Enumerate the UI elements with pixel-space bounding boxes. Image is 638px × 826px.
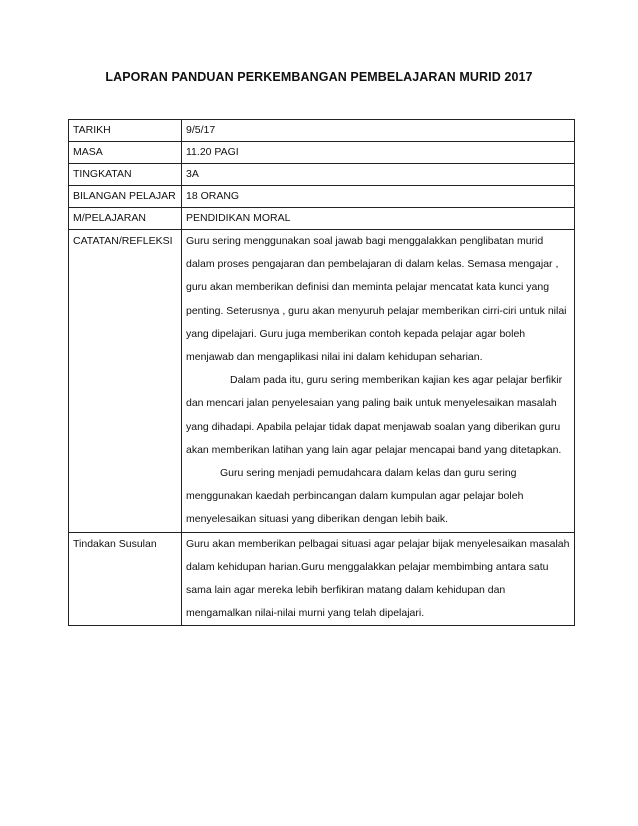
table-row-masa — [69, 142, 575, 164]
row-label — [69, 230, 182, 533]
row-value: 3A — [182, 164, 575, 186]
row-value: 18 ORANG — [182, 186, 575, 208]
row-value: 9/5/17 — [182, 120, 575, 142]
catatan-paragraph-3: Guru sering menjadi pemudahcara dalam kelas dan guru sering menggunakan kaedah perbincangan dalam kumpulan agar pelajar boleh menyelesaikan situasi yang diberikan dengan lebih baik. — [186, 467, 524, 526]
page-title: LAPORAN PANDUAN PERKEMBANGAN PEMBELAJARAN MURID 2017 — [105, 70, 533, 84]
tindakan-text — [182, 532, 575, 626]
table-row-catatan-refleksi — [69, 230, 575, 533]
row-label — [69, 532, 182, 626]
table-row-tingkatan — [69, 164, 575, 186]
table-row-tindakan-susulan — [69, 532, 575, 626]
catatan-paragraph-1: Guru sering menggunakan soal jawab bagi menggalakkan penglibatan murid dalam proses pengajaran dan pembelajaran di dalam kelas. Semasa mengajar , guru akan memberikan definisi dan meminta pelajar mencatat kata kunci yang penting. Seterusnya , guru akan menyuruh pelajar memberikan cirri-ciri untuk nilai yang dipelajari. Guru juga memberikan contoh kepada pelajar agar boleh menjawab dan mengaplikasi nilai ini dalam kehidupan seharian. — [186, 235, 567, 364]
report-table — [68, 119, 575, 626]
catatan-paragraph-2: Dalam pada itu, guru sering memberikan kajian kes agar pelajar berfikir dan mencari jalan penyelesaian yang paling baik untuk menyelesaikan masalah yang dihadapi. Apabila pelajar tidak dapat menjawab soalan yang diberikan guru akan memberikan latihan yang lain agar pelajar mencapai band yang ditetapkan. — [186, 374, 563, 456]
table-row-bilangan-pelajar — [69, 186, 575, 208]
row-label: M/PELAJARAN — [69, 208, 182, 230]
row-label: TINGKATAN — [69, 164, 182, 186]
row-value: 11.20 PAGI — [182, 142, 575, 164]
table-row-mata-pelajaran — [69, 208, 575, 230]
row-label: MASA — [69, 142, 182, 164]
row-label: TARIKH — [69, 120, 182, 142]
catatan-label: CATATAN/REFLEKSI — [73, 235, 173, 247]
tindakan-paragraph: Guru akan memberikan pelbagai situasi agar pelajar bijak menyelesaikan masalah dalam kehidupan harian.Guru menggalakkan pelajar membimbing antara satu sama lain agar mereka lebih berfikiran matang dalam kehidupan dan mengamalkan nilai-nilai murni yang telah dipelajari. — [186, 537, 570, 620]
row-label: BILANGAN PELAJAR — [69, 186, 182, 208]
catatan-text — [182, 230, 575, 533]
row-value: PENDIDIKAN MORAL — [182, 208, 575, 230]
table-row-tarikh — [69, 120, 575, 142]
tindakan-label: Tindakan Susulan — [73, 537, 157, 550]
